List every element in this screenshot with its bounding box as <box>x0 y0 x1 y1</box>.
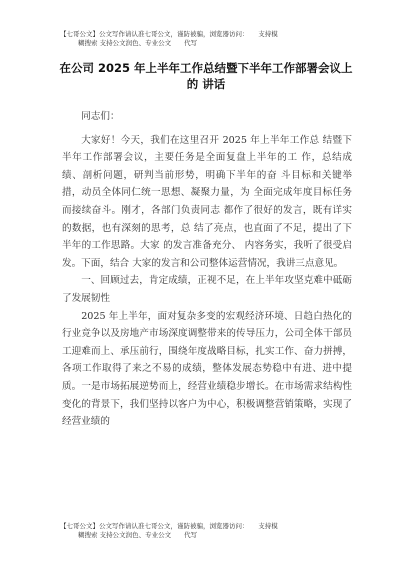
paragraph-opening: 大家好！今天，我们在这里召开 2025 年上半年工作总 结暨下半年工作部署会议，主要任务是全面复盘上半年的工 作，总结成绩、剖析问题，研判当前形势，明确下半年的奋 斗目标和关键举措，动员全体同仁统一思想、凝聚力量，为 全面完成年度目标任务而接续奋斗。刚才，各部门负责同志 都作了很好的发言，既有详实的数据，也有深刻的思考，总 结了亮点，也直面了不足，提出了下半年的工作思路。大家 的发言准备充分、 内容务实，我听了很受启发。下面，结合 大家的发言和公司整体运营情况，我讲三点意见。 <box>62 134 352 269</box>
salutation: 同志们： <box>81 111 120 122</box>
document-body <box>62 108 352 431</box>
footer-line-1: 【七哥公文】公文写作请认准七哥公文，谨防被骗，浏览器访问： 支持模 <box>60 522 278 530</box>
footer-line-2: 糊搜索 支持公文润色、专业公文 代写 <box>78 531 198 539</box>
header-line-2: 糊搜索 支持公文润色、专业公文 代写 <box>78 39 198 47</box>
page-footer <box>60 522 360 540</box>
header-line-1: 【七哥公文】公文写作请认准七哥公文，谨防被骗，浏览器访问： 支持模 <box>60 30 278 38</box>
page-header <box>60 30 360 48</box>
section-heading-1: 一、回顾过去，肯定成绩，正视不足，在上半年攻坚克难中砥砺了发展韧性 <box>62 275 352 304</box>
document-title: 在公司 2025 年上半年工作总结暨下半年工作部署会议上的 讲话 <box>59 61 353 91</box>
paragraph-review: 2025 年上半年，面对复杂多变的宏观经济环境、日趋白热化的行业竞争以及房地产市场深度调整带来的传导压力，公司全体干部员工迎难而上、承压前行，围绕年度战略目标，扎实工作、奋力拼搏，各项工作取得了来之不易的成绩，整体发展态势稳中有进、进中提质。一是市场拓展逆势而上，经营业绩稳步增长。在市场需求结构性变化的背景下，我们坚持以客户为中心，积极调整营销策略，实现了经营业绩的 <box>62 310 352 428</box>
